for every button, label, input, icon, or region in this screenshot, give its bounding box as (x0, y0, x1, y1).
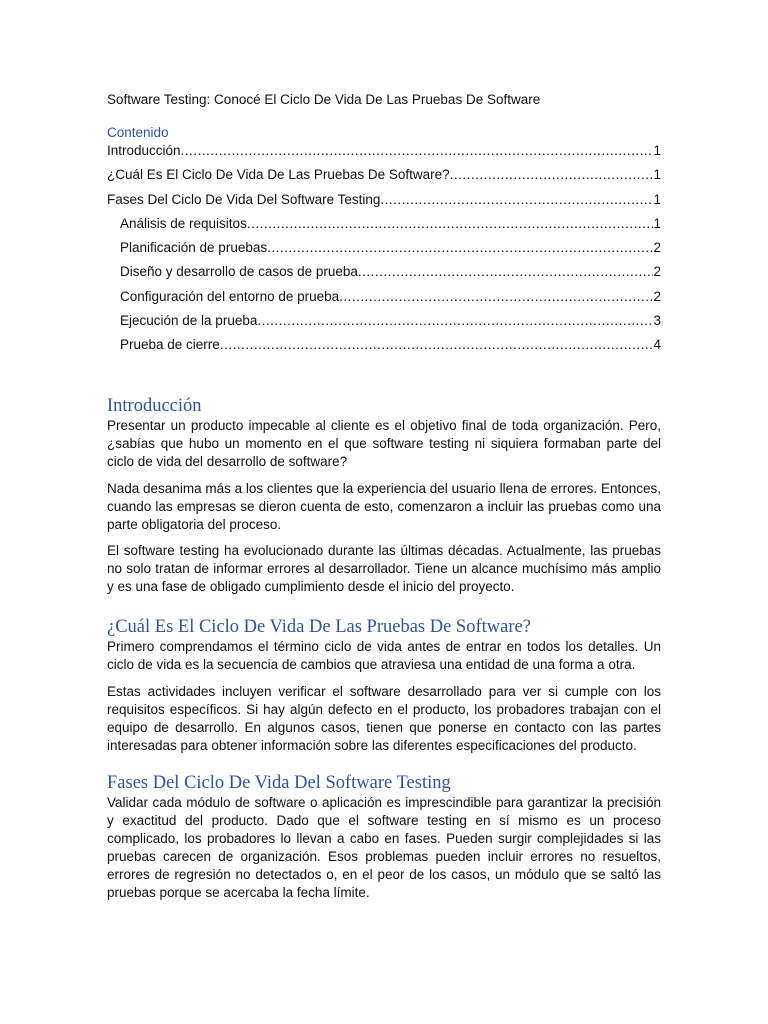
table-of-contents (107, 142, 661, 361)
toc-leader-dots (267, 239, 653, 257)
toc-item-fases[interactable] (107, 191, 661, 209)
toc-item-prueba-cierre[interactable] (107, 336, 661, 354)
toc-page-number: 1 (653, 191, 661, 207)
toc-item-ciclo-de-vida[interactable] (107, 166, 661, 184)
toc-item-configuracion-entorno[interactable] (107, 288, 661, 306)
toc-item-introduccion[interactable] (107, 142, 661, 160)
toc-leader-dots (247, 215, 654, 233)
toc-leader-dots (339, 288, 653, 306)
toc-page-number: 3 (653, 313, 661, 329)
toc-item-label: Prueba de cierre (120, 337, 220, 353)
toc-leader-dots (220, 336, 654, 354)
toc-item-analisis-requisitos[interactable] (107, 215, 661, 233)
toc-item-label: Configuración del entorno de prueba (120, 288, 340, 304)
section-fases (107, 772, 661, 911)
toc-page-number: 2 (653, 264, 661, 280)
toc-page-number: 2 (653, 240, 661, 256)
toc-item-label: ¿Cuál Es El Ciclo De Vida De Las Pruebas De Software? (107, 167, 450, 183)
toc-page-number: 4 (653, 337, 661, 353)
toc-heading: Contenido (107, 125, 169, 140)
document-title: Software Testing: Conocé El Ciclo De Vida De Las Pruebas De Software (107, 92, 541, 107)
toc-item-label: Diseño y desarrollo de casos de prueba (120, 264, 358, 280)
toc-leader-dots (257, 312, 653, 330)
paragraph: Presentar un producto impecable al cliente es el objetivo final de toda organización. Pero, ¿sabías que hubo un momento en el que software testing ni siquiera formaban parte del ciclo de vida del desarrollo de software? (107, 418, 661, 469)
toc-leader-dots (380, 191, 653, 209)
toc-leader-dots (181, 142, 654, 160)
toc-item-label: Introducción (107, 143, 181, 158)
toc-leader-dots (450, 166, 654, 184)
paragraph: El software testing ha evolucionado durante las últimas décadas. Actualmente, las pruebas no solo tratan de informar errores al desarrollador. Tiene un alcance muchísimo más amplio y es una fase de obligado cumplimiento desde el inicio del proyecto. (107, 543, 661, 594)
section-heading: ¿Cuál Es El Ciclo De Vida De Las Pruebas De Software? (107, 617, 531, 637)
toc-page-number: 1 (653, 167, 661, 183)
section-heading: Introducción (107, 396, 202, 416)
toc-leader-dots (358, 263, 654, 281)
toc-item-label: Ejecución de la prueba (120, 313, 258, 329)
paragraph: Primero comprendamos el término ciclo de vida antes de entrar en todos los detalles. Un ciclo de vida es la secuencia de cambios que atraviesa una entidad de una forma a otra. (107, 639, 661, 672)
toc-item-label: Fases Del Ciclo De Vida Del Software Testing (107, 191, 381, 207)
toc-page-number: 1 (653, 215, 661, 231)
toc-item-label: Análisis de requisitos (120, 215, 247, 231)
toc-item-label: Planificación de pruebas (120, 240, 268, 256)
toc-page-number: 1 (653, 143, 661, 158)
paragraph: Nada desanima más a los clientes que la experiencia del usuario llena de errores. Entonces, cuando las empresas se dieron cuenta de esto, comenzaron a incluir las pruebas como una parte obligatoria del proceso. (107, 480, 661, 532)
paragraph: Validar cada módulo de software o aplicación es imprescindible para garantizar la precisión y exactitud del producto. Dado que el software testing en sí mismo es un proceso complicado, los probadores lo llevan a cabo en fases. Pueden surgir complejidades si las pruebas carecen de organización. Esos problemas pueden incluir errores no resueltos, errores de regresión no detectados o, en el peor de los casos, un módulo que se saltó las pruebas porque se acercaba la fecha límite. (107, 795, 661, 900)
section-introduccion (107, 395, 661, 605)
toc-item-planificacion[interactable] (107, 239, 661, 257)
toc-item-diseno-casos[interactable] (107, 263, 661, 281)
section-heading: Fases Del Ciclo De Vida Del Software Testing (107, 773, 451, 793)
toc-page-number: 2 (653, 288, 661, 304)
toc-item-ejecucion[interactable] (107, 312, 661, 330)
paragraph: Estas actividades incluyen verificar el software desarrollado para ver si cumple con los requisitos específicos. Si hay algún defecto en el producto, los probadores trabajan con el equipo de desarrollo. En algunos casos, tienen que ponerse en contacto con las partes interesadas para obtener información sobre las diferentes especificaciones del producto. (107, 683, 661, 753)
section-ciclo-de-vida (107, 616, 661, 763)
